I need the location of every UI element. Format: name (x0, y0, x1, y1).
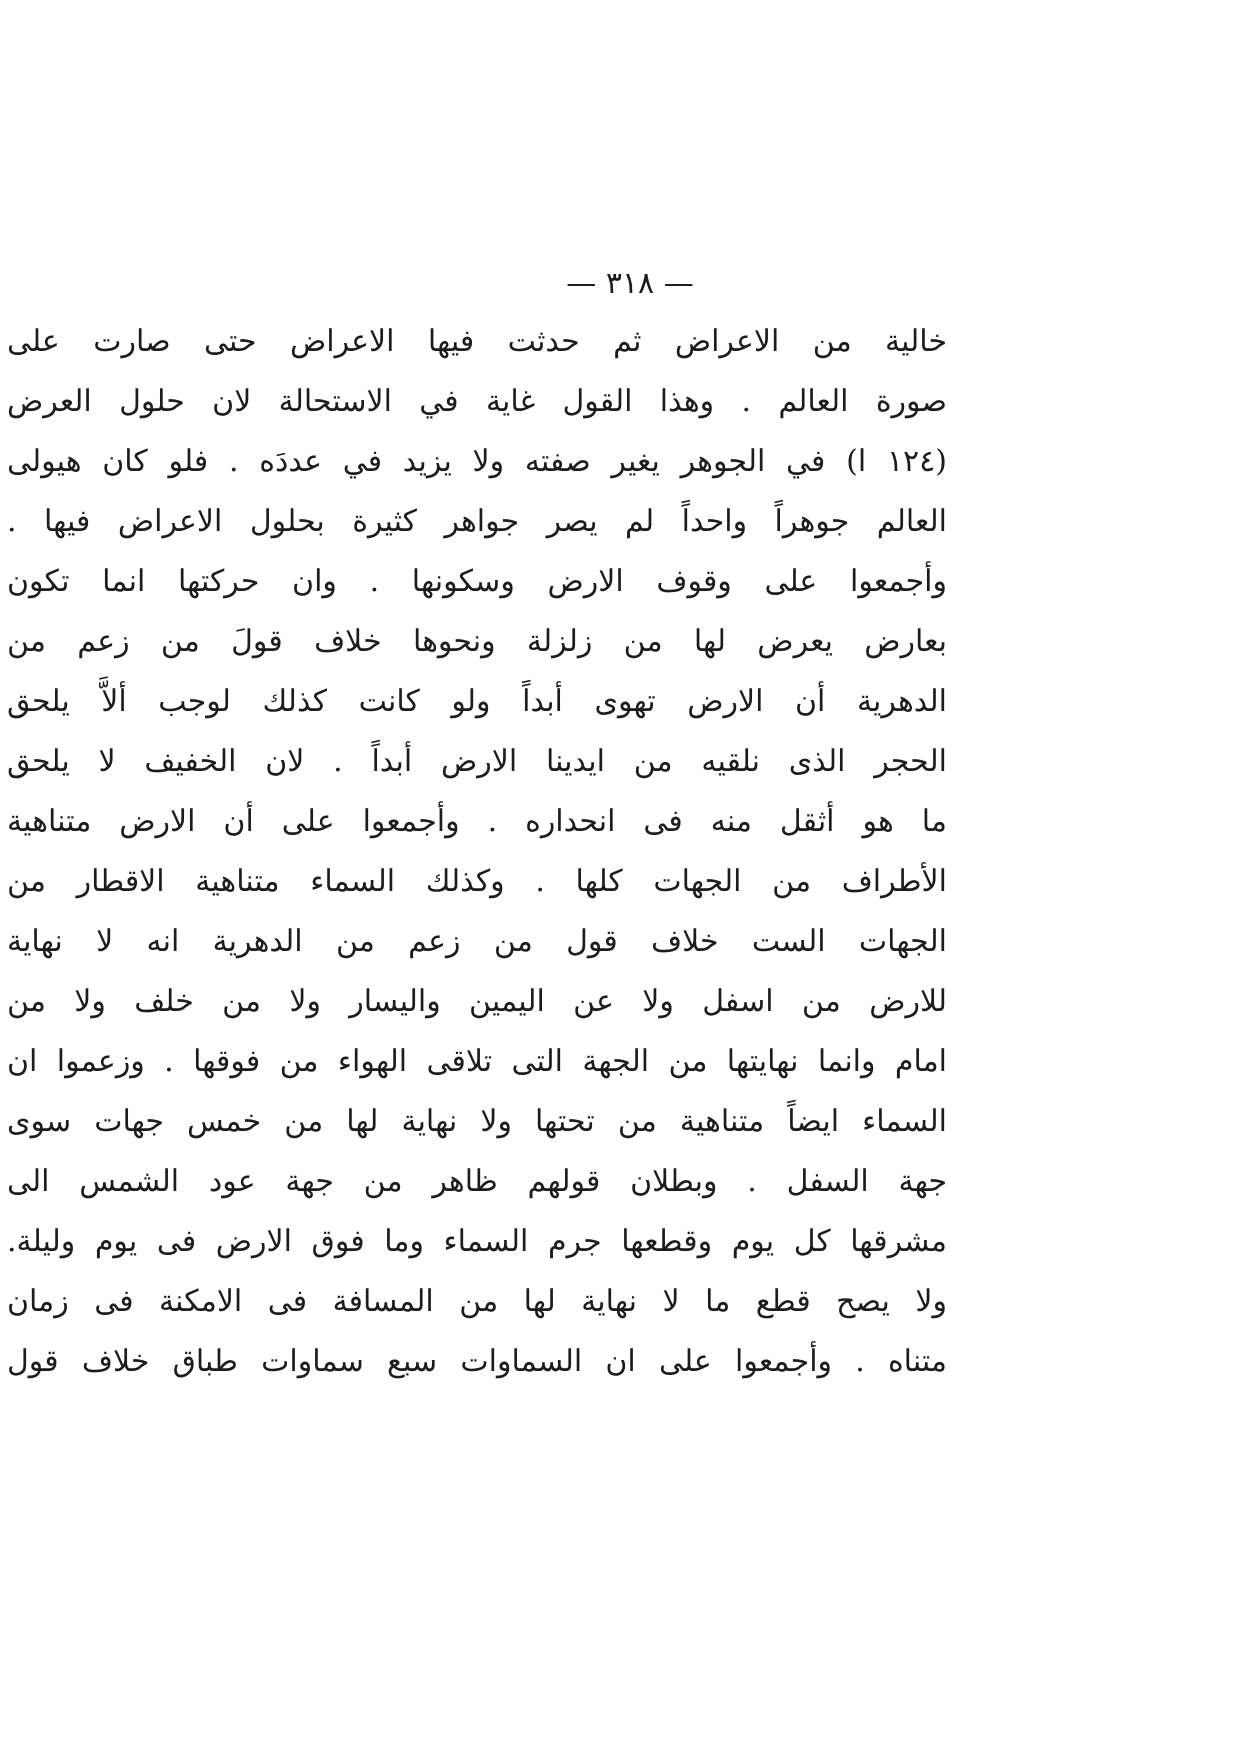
text-line: بعارض يعرض لها من زلزلة ونحوها خلاف قولَ من زعم من (7, 624, 947, 659)
text-line: الجهات الست خلاف قول من زعم من الدهرية انه لا نهاية (7, 924, 947, 959)
text-line: متناه . وأجمعوا على ان السماوات سبع سماوات طباق خلاف قول (7, 1344, 947, 1379)
text-line: صورة العالم . وهذا القول غاية في الاستحالة لان حلول العرض (7, 384, 947, 419)
text-line: الأطراف من الجهات كلها . وكذلك السماء متناهية الاقطار من (7, 864, 947, 899)
text-line: (١٢٤ ا) في الجوهر يغير صفته ولا يزيد في عددَه . فلو كان هيولى (7, 444, 947, 479)
text-line: الحجر الذى نلقيه من ايدينا الارض أبداً . لان الخفيف لا يلحق (7, 744, 947, 779)
text-line: للارض من اسفل ولا عن اليمين واليسار ولا من خلف ولا من (7, 984, 947, 1019)
text-line: السماء ايضاً متناهية من تحتها ولا نهاية لها من خمس جهات سوى (7, 1104, 947, 1139)
page-number: — ٣١٨ — (566, 266, 694, 301)
text-line: وأجمعوا على وقوف الارض وسكونها . وان حركتها انما تكون (7, 564, 947, 599)
text-line: ولا يصح قطع ما لا نهاية لها من المسافة فى الامكنة فى زمان (7, 1284, 947, 1319)
text-line: امام وانما نهايتها من الجهة التى تلاقى الهواء من فوقها . وزعموا ان (7, 1044, 947, 1079)
text-line: خالية من الاعراض ثم حدثت فيها الاعراض حتى صارت على (7, 324, 947, 359)
text-line: مشرقها كل يوم وقطعها جرم السماء وما فوق الارض فى يوم وليلة. (7, 1224, 947, 1259)
text-line: ما هو أثقل منه فى انحداره . وأجمعوا على أن الارض متناهية (7, 804, 947, 839)
text-line: جهة السفل . وبطلان قولهم ظاهر من جهة عود الشمس الى (7, 1164, 947, 1199)
text-line: الدهرية أن الارض تهوى أبداً ولو كانت كذلك لوجب ألاَّ يلحق (7, 684, 947, 719)
text-line: العالم جوهراً واحداً لم يصر جواهر كثيرة بحلول الاعراض فيها . (7, 504, 947, 539)
